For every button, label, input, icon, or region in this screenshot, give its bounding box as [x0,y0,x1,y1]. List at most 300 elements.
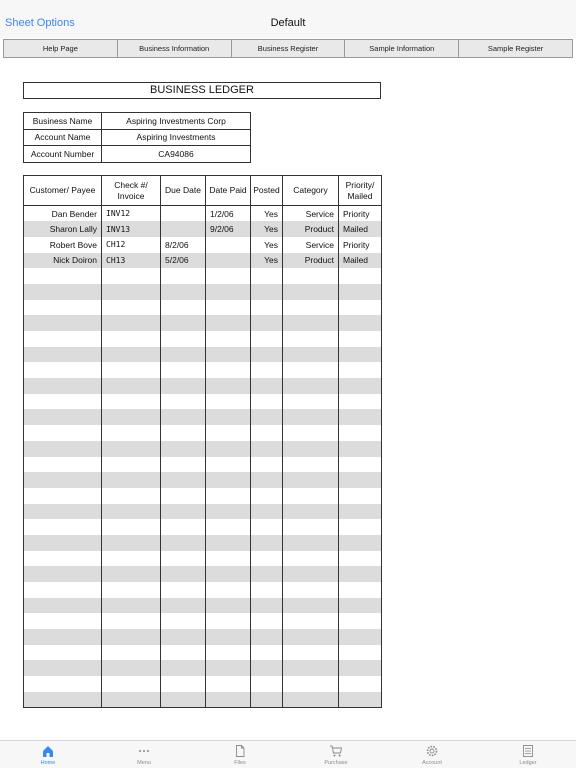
due-date-cell[interactable] [161,613,206,629]
date-paid-cell[interactable] [206,551,251,567]
table-row [24,551,382,567]
priority-cell[interactable] [339,535,382,551]
table-row [24,347,382,363]
payee-cell[interactable] [24,268,102,284]
date-paid-cell[interactable] [206,629,251,645]
nav-label: Home [40,759,56,766]
nav-label: Menu [137,759,151,766]
info-label: Business Name [24,113,102,130]
invoice-cell[interactable] [102,613,161,629]
category-cell[interactable] [283,551,339,567]
info-label: Account Number [24,146,102,163]
table-row [24,519,382,535]
invoice-cell[interactable] [102,645,161,661]
priority-cell[interactable] [339,519,382,535]
payee-cell[interactable] [24,378,102,394]
invoice-cell[interactable] [102,409,161,425]
due-date-cell[interactable] [161,472,206,488]
category-cell[interactable] [283,488,339,504]
ledger-body [24,206,382,708]
due-date-cell[interactable] [161,300,206,316]
due-date-cell[interactable] [161,362,206,378]
nav-label: Purchase [324,759,348,766]
category-cell[interactable] [283,598,339,614]
payee-cell[interactable] [24,660,102,676]
category-cell[interactable] [283,504,339,520]
payee-cell[interactable] [24,315,102,331]
home-icon [41,744,55,758]
invoice-cell[interactable]: INV12 [102,206,161,222]
column-header: Customer/ Payee [24,176,102,206]
invoice-cell[interactable] [102,362,161,378]
posted-cell[interactable] [251,551,283,567]
category-cell[interactable] [283,613,339,629]
nav-ledger[interactable] [480,741,576,768]
posted-cell[interactable] [251,504,283,520]
payee-cell[interactable]: Sharon Lally [24,221,102,237]
category-cell[interactable] [283,566,339,582]
invoice-cell[interactable] [102,488,161,504]
posted-cell[interactable] [251,315,283,331]
posted-cell[interactable] [251,284,283,300]
invoice-cell[interactable] [102,268,161,284]
priority-cell[interactable] [339,331,382,347]
due-date-cell[interactable] [161,378,206,394]
invoice-cell[interactable] [102,284,161,300]
table-row [24,472,382,488]
table-row [24,237,382,253]
date-paid-cell[interactable] [206,300,251,316]
account-name-cell[interactable]: Aspiring Investments [102,129,251,146]
column-header: Check #/ Invoice [102,176,161,206]
payee-cell[interactable] [24,284,102,300]
category-cell[interactable] [283,472,339,488]
date-paid-cell[interactable] [206,660,251,676]
priority-cell[interactable] [339,660,382,676]
priority-cell[interactable] [339,472,382,488]
payee-cell[interactable]: Nick Doiron [24,253,102,269]
date-paid-cell[interactable] [206,268,251,284]
due-date-cell[interactable] [161,488,206,504]
posted-cell[interactable] [251,535,283,551]
date-paid-cell[interactable] [206,441,251,457]
more-icon [137,744,151,758]
payee-cell[interactable] [24,692,102,708]
priority-cell[interactable]: Priority [339,237,382,253]
tab-sample-information[interactable]: Sample Information [345,40,459,57]
invoice-cell[interactable] [102,441,161,457]
priority-cell[interactable] [339,315,382,331]
account-number-cell[interactable]: CA94086 [102,146,251,163]
invoice-cell[interactable] [102,692,161,708]
date-paid-cell[interactable] [206,598,251,614]
due-date-cell[interactable] [161,221,206,237]
posted-cell[interactable] [251,331,283,347]
table-row [24,582,382,598]
date-paid-cell[interactable] [206,425,251,441]
table-row [24,268,382,284]
posted-cell[interactable] [251,519,283,535]
payee-cell[interactable] [24,409,102,425]
due-date-cell[interactable] [161,566,206,582]
priority-cell[interactable] [339,409,382,425]
table-row [24,221,382,237]
table-row [24,441,382,457]
nav-label: Ledger [519,759,537,766]
due-date-cell[interactable] [161,425,206,441]
due-date-cell[interactable] [161,268,206,284]
due-date-cell[interactable] [161,582,206,598]
category-cell[interactable] [283,519,339,535]
category-cell[interactable]: Product [283,221,339,237]
due-date-cell[interactable] [161,206,206,222]
posted-cell[interactable] [251,582,283,598]
due-date-cell[interactable] [161,347,206,363]
invoice-cell[interactable] [102,598,161,614]
due-date-cell[interactable] [161,629,206,645]
date-paid-cell[interactable] [206,394,251,410]
category-cell[interactable] [283,378,339,394]
nav-account[interactable] [384,741,480,768]
posted-cell[interactable] [251,394,283,410]
due-date-cell[interactable] [161,394,206,410]
due-date-cell[interactable]: 8/2/06 [161,237,206,253]
priority-cell[interactable] [339,582,382,598]
priority-cell[interactable] [339,378,382,394]
posted-cell[interactable] [251,268,283,284]
date-paid-cell[interactable] [206,504,251,520]
invoice-cell[interactable] [102,660,161,676]
date-paid-cell[interactable] [206,692,251,708]
page-title: Default [270,17,306,29]
category-cell[interactable] [283,660,339,676]
priority-cell[interactable] [339,362,382,378]
invoice-cell[interactable] [102,457,161,473]
date-paid-cell[interactable] [206,362,251,378]
table-row [24,253,382,269]
priority-cell[interactable] [339,441,382,457]
priority-cell[interactable] [339,629,382,645]
date-paid-cell[interactable] [206,645,251,661]
payee-cell[interactable] [24,629,102,645]
table-row [24,629,382,645]
due-date-cell[interactable] [161,331,206,347]
due-date-cell[interactable] [161,676,206,692]
priority-cell[interactable] [339,692,382,708]
date-paid-cell[interactable] [206,253,251,269]
column-header: Posted [251,176,283,206]
ledger-icon [521,744,535,758]
category-cell[interactable]: Service [283,206,339,222]
posted-cell[interactable]: Yes [251,206,283,222]
payee-cell[interactable] [24,331,102,347]
payee-cell[interactable]: Robert Bove [24,237,102,253]
nav-label: Account [422,759,442,766]
category-cell[interactable] [283,331,339,347]
date-paid-cell[interactable] [206,566,251,582]
date-paid-cell[interactable] [206,347,251,363]
posted-cell[interactable] [251,441,283,457]
invoice-cell[interactable] [102,331,161,347]
invoice-cell[interactable] [102,535,161,551]
table-row [24,613,382,629]
invoice-cell[interactable] [102,425,161,441]
payee-cell[interactable] [24,613,102,629]
priority-cell[interactable] [339,551,382,567]
payee-cell[interactable] [24,488,102,504]
category-cell[interactable] [283,347,339,363]
date-paid-cell[interactable] [206,535,251,551]
payee-cell[interactable] [24,362,102,378]
invoice-cell[interactable] [102,315,161,331]
category-cell[interactable] [283,457,339,473]
date-paid-cell[interactable]: 9/2/06 [206,221,251,237]
due-date-cell[interactable] [161,315,206,331]
table-row [24,300,382,316]
payee-cell[interactable] [24,425,102,441]
table-row [24,425,382,441]
posted-cell[interactable] [251,378,283,394]
posted-cell[interactable] [251,362,283,378]
posted-cell[interactable] [251,425,283,441]
category-cell[interactable] [283,268,339,284]
column-header: Category [283,176,339,206]
posted-cell[interactable]: Yes [251,221,283,237]
payee-cell[interactable] [24,582,102,598]
invoice-cell[interactable] [102,566,161,582]
date-paid-cell[interactable] [206,315,251,331]
due-date-cell[interactable] [161,284,206,300]
posted-cell[interactable]: Yes [251,237,283,253]
invoice-cell[interactable] [102,551,161,567]
posted-cell[interactable] [251,300,283,316]
payee-cell[interactable] [24,347,102,363]
table-row [24,394,382,410]
date-paid-cell[interactable] [206,676,251,692]
date-paid-cell[interactable] [206,284,251,300]
category-cell[interactable]: Product [283,253,339,269]
business-name-cell[interactable]: Aspiring Investments Corp [102,113,251,130]
date-paid-cell[interactable] [206,378,251,394]
category-cell[interactable] [283,535,339,551]
ledger-table [23,175,382,708]
category-cell[interactable] [283,676,339,692]
priority-cell[interactable] [339,645,382,661]
priority-cell[interactable] [339,613,382,629]
invoice-cell[interactable] [102,676,161,692]
table-row [24,676,382,692]
ledger-title: BUSINESS LEDGER [23,82,381,99]
gear-icon [425,744,439,758]
due-date-cell[interactable] [161,645,206,661]
payee-cell[interactable] [24,457,102,473]
priority-cell[interactable] [339,300,382,316]
date-paid-cell[interactable] [206,331,251,347]
due-date-cell[interactable]: 5/2/06 [161,253,206,269]
priority-cell[interactable] [339,598,382,614]
invoice-cell[interactable] [102,582,161,598]
table-row [24,488,382,504]
date-paid-cell[interactable] [206,457,251,473]
priority-cell[interactable] [339,284,382,300]
date-paid-cell[interactable] [206,519,251,535]
due-date-cell[interactable] [161,457,206,473]
sheet-tabs [3,39,573,58]
posted-cell[interactable] [251,457,283,473]
priority-cell[interactable]: Priority [339,206,382,222]
due-date-cell[interactable] [161,441,206,457]
date-paid-cell[interactable]: 1/2/06 [206,206,251,222]
priority-cell[interactable] [339,425,382,441]
category-cell[interactable] [283,441,339,457]
tab-help-page[interactable]: Help Page [4,40,118,57]
date-paid-cell[interactable] [206,472,251,488]
table-row [24,206,382,222]
category-cell[interactable] [283,362,339,378]
posted-cell[interactable]: Yes [251,253,283,269]
payee-cell[interactable] [24,676,102,692]
priority-cell[interactable] [339,676,382,692]
nav-label: Files [234,759,246,766]
category-cell[interactable] [283,300,339,316]
table-row [24,284,382,300]
table-row [24,645,382,661]
column-header: Priority/ Mailed [339,176,382,206]
posted-cell[interactable] [251,566,283,582]
cart-icon [329,744,343,758]
posted-cell[interactable] [251,676,283,692]
due-date-cell[interactable] [161,519,206,535]
top-bar [0,0,576,38]
payee-cell[interactable] [24,504,102,520]
invoice-cell[interactable] [102,504,161,520]
payee-cell[interactable] [24,472,102,488]
posted-cell[interactable] [251,629,283,645]
column-header: Date Paid [206,176,251,206]
priority-cell[interactable]: Mailed [339,221,382,237]
bottom-nav [0,740,576,768]
payee-cell[interactable] [24,394,102,410]
category-cell[interactable] [283,284,339,300]
due-date-cell[interactable] [161,660,206,676]
table-row [24,457,382,473]
payee-cell[interactable] [24,300,102,316]
invoice-cell[interactable] [102,519,161,535]
category-cell[interactable] [283,582,339,598]
posted-cell[interactable] [251,692,283,708]
due-date-cell[interactable] [161,598,206,614]
posted-cell[interactable] [251,347,283,363]
table-row [24,598,382,614]
category-cell[interactable] [283,645,339,661]
tab-business-register[interactable]: Business Register [232,40,346,57]
priority-cell[interactable] [339,457,382,473]
priority-cell[interactable]: Mailed [339,253,382,269]
category-cell[interactable] [283,409,339,425]
payee-cell[interactable] [24,551,102,567]
posted-cell[interactable] [251,660,283,676]
business-info-table [23,112,251,163]
invoice-cell[interactable]: CH13 [102,253,161,269]
priority-cell[interactable] [339,566,382,582]
table-row [24,692,382,708]
table-row [24,378,382,394]
priority-cell[interactable] [339,268,382,284]
posted-cell[interactable] [251,472,283,488]
nav-files[interactable] [192,741,288,768]
invoice-cell[interactable]: CH12 [102,237,161,253]
tab-business-information[interactable]: Business Information [118,40,232,57]
due-date-cell[interactable] [161,409,206,425]
info-label: Account Name [24,129,102,146]
date-paid-cell[interactable] [206,582,251,598]
posted-cell[interactable] [251,409,283,425]
date-paid-cell[interactable] [206,613,251,629]
posted-cell[interactable] [251,645,283,661]
priority-cell[interactable] [339,347,382,363]
table-row [24,566,382,582]
payee-cell[interactable] [24,519,102,535]
category-cell[interactable] [283,692,339,708]
nav-home[interactable] [0,741,96,768]
date-paid-cell[interactable] [206,409,251,425]
invoice-cell[interactable] [102,347,161,363]
column-header: Due Date [161,176,206,206]
priority-cell[interactable] [339,488,382,504]
invoice-cell[interactable]: INV13 [102,221,161,237]
payee-cell[interactable] [24,566,102,582]
table-row [24,535,382,551]
table-row [24,660,382,676]
priority-cell[interactable] [339,394,382,410]
category-cell[interactable] [283,394,339,410]
payee-cell[interactable] [24,598,102,614]
nav-menu[interactable] [96,741,192,768]
payee-cell[interactable] [24,441,102,457]
payee-cell[interactable]: Dan Bender [24,206,102,222]
invoice-cell[interactable] [102,300,161,316]
table-row [24,315,382,331]
due-date-cell[interactable] [161,504,206,520]
table-row [24,409,382,425]
invoice-cell[interactable] [102,629,161,645]
due-date-cell[interactable] [161,692,206,708]
table-row [24,362,382,378]
category-cell[interactable] [283,425,339,441]
due-date-cell[interactable] [161,551,206,567]
payee-cell[interactable] [24,645,102,661]
invoice-cell[interactable] [102,472,161,488]
invoice-cell[interactable] [102,378,161,394]
invoice-cell[interactable] [102,394,161,410]
date-paid-cell[interactable] [206,237,251,253]
sheet-options-button[interactable]: Sheet Options [5,17,75,29]
posted-cell[interactable] [251,613,283,629]
priority-cell[interactable] [339,504,382,520]
category-cell[interactable] [283,629,339,645]
table-row [24,504,382,520]
tab-sample-register[interactable]: Sample Register [487,44,544,53]
posted-cell[interactable] [251,598,283,614]
posted-cell[interactable] [251,488,283,504]
payee-cell[interactable] [24,535,102,551]
nav-purchase[interactable] [288,741,384,768]
file-icon [233,744,247,758]
date-paid-cell[interactable] [206,488,251,504]
due-date-cell[interactable] [161,535,206,551]
category-cell[interactable]: Service [283,237,339,253]
category-cell[interactable] [283,315,339,331]
